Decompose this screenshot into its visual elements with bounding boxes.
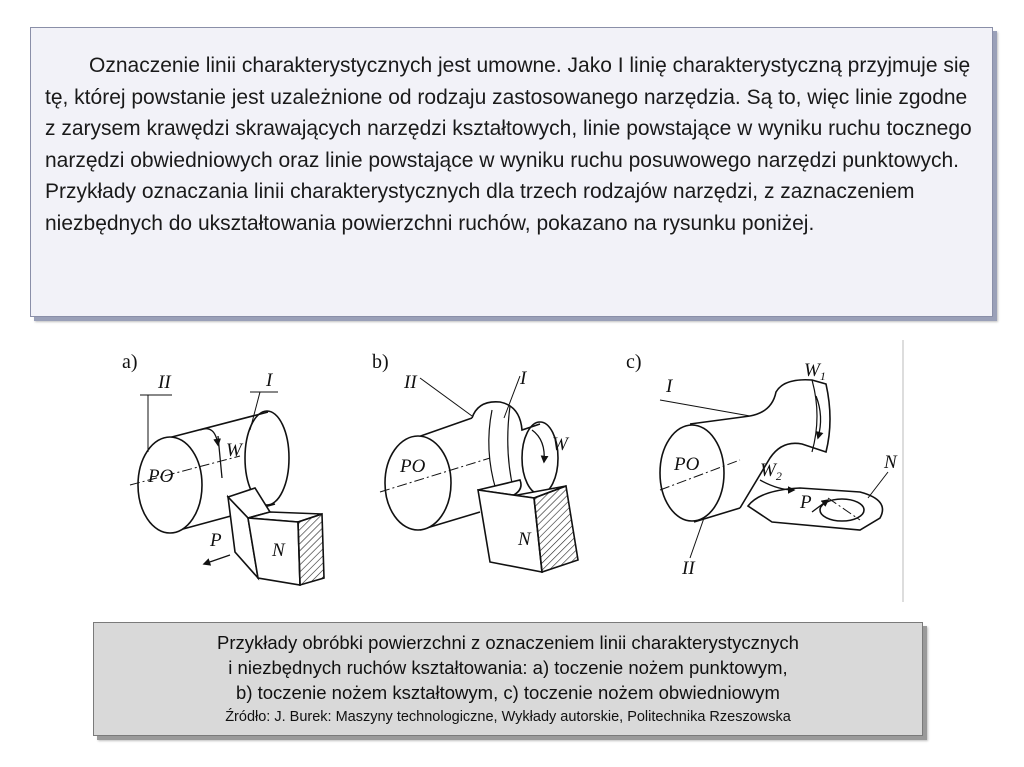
machining-figure xyxy=(100,340,910,602)
cylinder-b-far-end xyxy=(522,422,558,494)
leader-a-I xyxy=(250,392,260,430)
groove-b-line2 xyxy=(508,406,514,492)
panel-a-label: a) xyxy=(122,351,138,373)
label-a-I: I xyxy=(266,370,273,391)
leader-c-I xyxy=(660,400,750,416)
caption-line-2: i niezbędnych ruchów kształtowania: a) toczenie nożem punktowym, xyxy=(228,657,788,678)
figure-caption-box xyxy=(93,622,923,736)
label-b-PO: PO xyxy=(400,456,426,477)
intro-text-box xyxy=(30,27,993,317)
leader-c-N xyxy=(868,472,888,498)
panel-c-label: c) xyxy=(626,351,642,373)
label-a-W: W xyxy=(226,440,242,461)
label-a-P: P xyxy=(210,530,222,551)
caption-line-1: Przykłady obróbki powierzchni z oznaczeniem linii charakterystycznych xyxy=(217,632,799,653)
groove-b-top xyxy=(472,402,540,430)
label-c-W1-sub: 1 xyxy=(819,369,826,383)
panel-a xyxy=(122,351,324,585)
label-a-N: N xyxy=(272,540,285,561)
machining-diagram xyxy=(100,340,910,602)
label-c-W1 xyxy=(804,360,826,383)
label-c-P: P xyxy=(800,492,812,513)
label-c-W2-main: W xyxy=(760,460,776,481)
panel-b xyxy=(372,351,578,572)
cylinder-a-top-edge xyxy=(168,412,268,438)
label-c-W2-sub: 2 xyxy=(775,469,782,483)
leader-b-I xyxy=(504,376,520,418)
tool-b-front xyxy=(478,490,542,572)
rotation-line-a xyxy=(218,436,222,478)
label-c-PO: PO xyxy=(674,454,700,475)
label-c-W1-main: W xyxy=(804,360,820,381)
label-c-W2 xyxy=(760,460,782,483)
intro-paragraph: Oznaczenie linii charakterystycznych jest umowne. Jako I linię charakterystyczną przyjmuje się tę, której powstanie jest uzależnione od rodzaju zastosowanego narzędzia. Są to, więc linie zgodne z zarysem krawędzi skrawających narzędzi kształtowych, linie powstające w wyniku ruchu tocznego narzędzi obwiedniowych oraz linie powstające w wyniku ruchu posuwowego narzędzi punktowych. Przykłady oznaczania linii charakterystycznych dla trzech rodzajów narzędzi, z zaznaczeniem niezbędnych do ukształtowania powierzchni ruchów, pokazano na rysunku poniżej. xyxy=(45,54,972,235)
label-c-N: N xyxy=(884,452,897,473)
feed-arrow-a xyxy=(204,555,230,564)
label-b-II: II xyxy=(404,372,417,393)
cylinder-b-face xyxy=(385,436,451,530)
caption-source: Źródło: J. Burek: Maszyny technologiczne, Wykłady autorskie, Politechnika Rzeszowska xyxy=(225,709,791,725)
leader-b-II xyxy=(420,378,472,416)
label-c-I: I xyxy=(666,376,673,397)
label-a-II: II xyxy=(158,372,171,393)
label-b-N: N xyxy=(518,529,531,550)
cylinder-b-top-edge xyxy=(415,418,472,438)
panel-c xyxy=(626,351,898,579)
caption-line-3: b) toczenie nożem kształtowym, c) toczenie nożem obwiedniowym xyxy=(236,682,780,703)
panel-b-label: b) xyxy=(372,351,389,373)
tool-a-section xyxy=(298,514,324,585)
rotation-arrow-b xyxy=(532,430,544,462)
label-b-I: I xyxy=(520,368,527,389)
label-a-PO: PO xyxy=(148,466,174,487)
rotation-arrow-a xyxy=(200,429,218,445)
groove-b-line1 xyxy=(489,410,496,490)
tool-b-section xyxy=(534,486,578,572)
leader-c-II xyxy=(690,518,704,558)
label-c-II: II xyxy=(682,558,695,579)
shaft-c-top xyxy=(690,416,750,424)
label-b-W: W xyxy=(552,434,568,455)
